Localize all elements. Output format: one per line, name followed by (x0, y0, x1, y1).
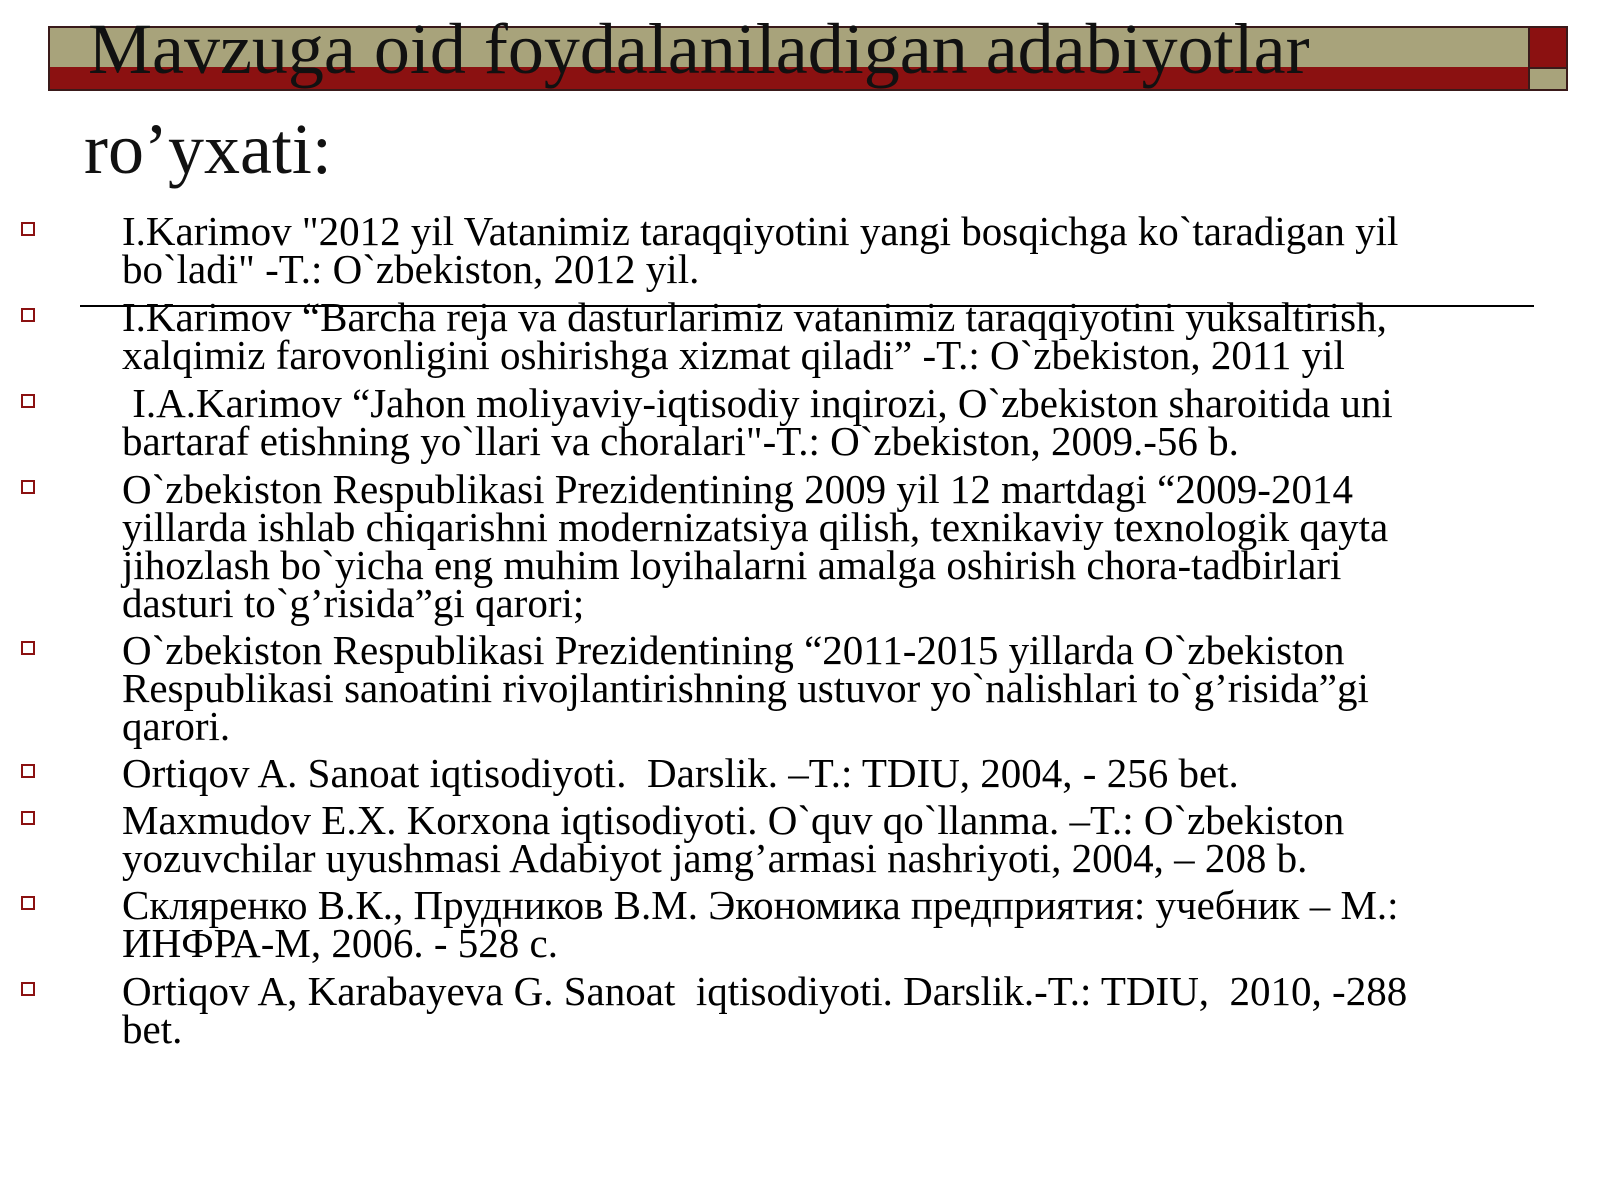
reference-line: xalqimiz farovonligini oshirishga xizmat qiladi” -T.: O`zbekiston, 2011 yil (122, 332, 1345, 378)
reference-line: bet. (122, 1006, 183, 1052)
title-band-corner-block-small (1528, 67, 1566, 89)
reference-text (122, 797, 1522, 881)
title-band-corner-block (1528, 28, 1566, 67)
reference-text (122, 208, 1522, 292)
reference-line: Скляренко В.К., Прудников В.М. Экономика предприятия: учебник – М.: (122, 882, 1399, 928)
reference-line: Respublikasi sanoatini rivojlantirishning ustuvor yo`nalishlari to`g’risida”gi (122, 665, 1369, 711)
square-bullet-icon (21, 811, 35, 825)
reference-text (122, 466, 1522, 626)
reference-line: yillarda ishlab chiqarishni modernizatsiya qilish, texnikaviy texnologik qayta (122, 504, 1389, 550)
reference-line: Ortiqov A, Karabayeva G. Sanoat iqtisodiyoti. Darslik.-T.: TDIU, 2010, -288 (122, 968, 1408, 1014)
square-bullet-icon (21, 480, 35, 494)
reference-line: bo`ladi" -T.: O`zbekiston, 2012 yil. (122, 246, 700, 292)
square-bullet-icon (21, 896, 35, 910)
reference-line: O`zbekiston Respublikasi Prezidentining “2011-2015 yillarda O`zbekiston (122, 627, 1345, 673)
square-bullet-icon (21, 394, 35, 408)
square-bullet-icon (21, 982, 35, 996)
slide-title-continuation: ro’yxati: (84, 109, 332, 189)
reference-line: I.Karimov “Barcha reja va dasturlarimiz vatanimiz taraqqiyotini yuksaltirish, (122, 294, 1387, 340)
reference-line: I.A.Karimov “Jahon moliyaviy-iqtisodiy inqirozi, O`zbekiston sharoitida uni (122, 380, 1393, 426)
square-bullet-icon (21, 764, 35, 778)
reference-text (122, 380, 1522, 464)
reference-line: yozuvchilar uyushmasi Adabiyot jamg’armasi nashriyoti, 2004, – 208 b. (122, 835, 1308, 881)
slide-title: Mavzuga oid foydalaniladigan adabiyotlar (88, 9, 1310, 89)
reference-text (122, 882, 1522, 966)
square-bullet-icon (21, 222, 35, 236)
reference-line: qarori. (122, 703, 231, 749)
reference-line: bartaraf etishning yo`llari va choralari"-T.: O`zbekiston, 2009.-56 b. (122, 418, 1239, 464)
square-bullet-icon (21, 308, 35, 322)
reference-line: Maxmudov E.X. Korxona iqtisodiyoti. O`quv qo`llanma. –T.: O`zbekiston (122, 797, 1345, 843)
reference-line: jihozlash bo`yicha eng muhim loyihalarni amalga oshirish chora-tadbirlari (122, 542, 1342, 588)
square-bullet-icon (21, 641, 35, 655)
reference-text (122, 294, 1522, 378)
reference-text (122, 627, 1522, 749)
reference-line: I.Karimov "2012 yil Vatanimiz taraqqiyotini yangi bosqichga ko`taradigan yil (122, 208, 1399, 254)
reference-text (122, 750, 1522, 796)
reference-text (122, 968, 1522, 1052)
reference-line: O`zbekiston Respublikasi Prezidentining 2009 yil 12 martdagi “2009-2014 (122, 466, 1353, 512)
reference-line: Ortiqov A. Sanoat iqtisodiyoti. Darslik. –T.: TDIU, 2004, - 256 bet. (122, 750, 1239, 796)
reference-line: dasturi to`g’risida”gi qarori; (122, 580, 585, 626)
reference-line: ИНФРА-М, 2006. - 528 с. (122, 920, 558, 966)
